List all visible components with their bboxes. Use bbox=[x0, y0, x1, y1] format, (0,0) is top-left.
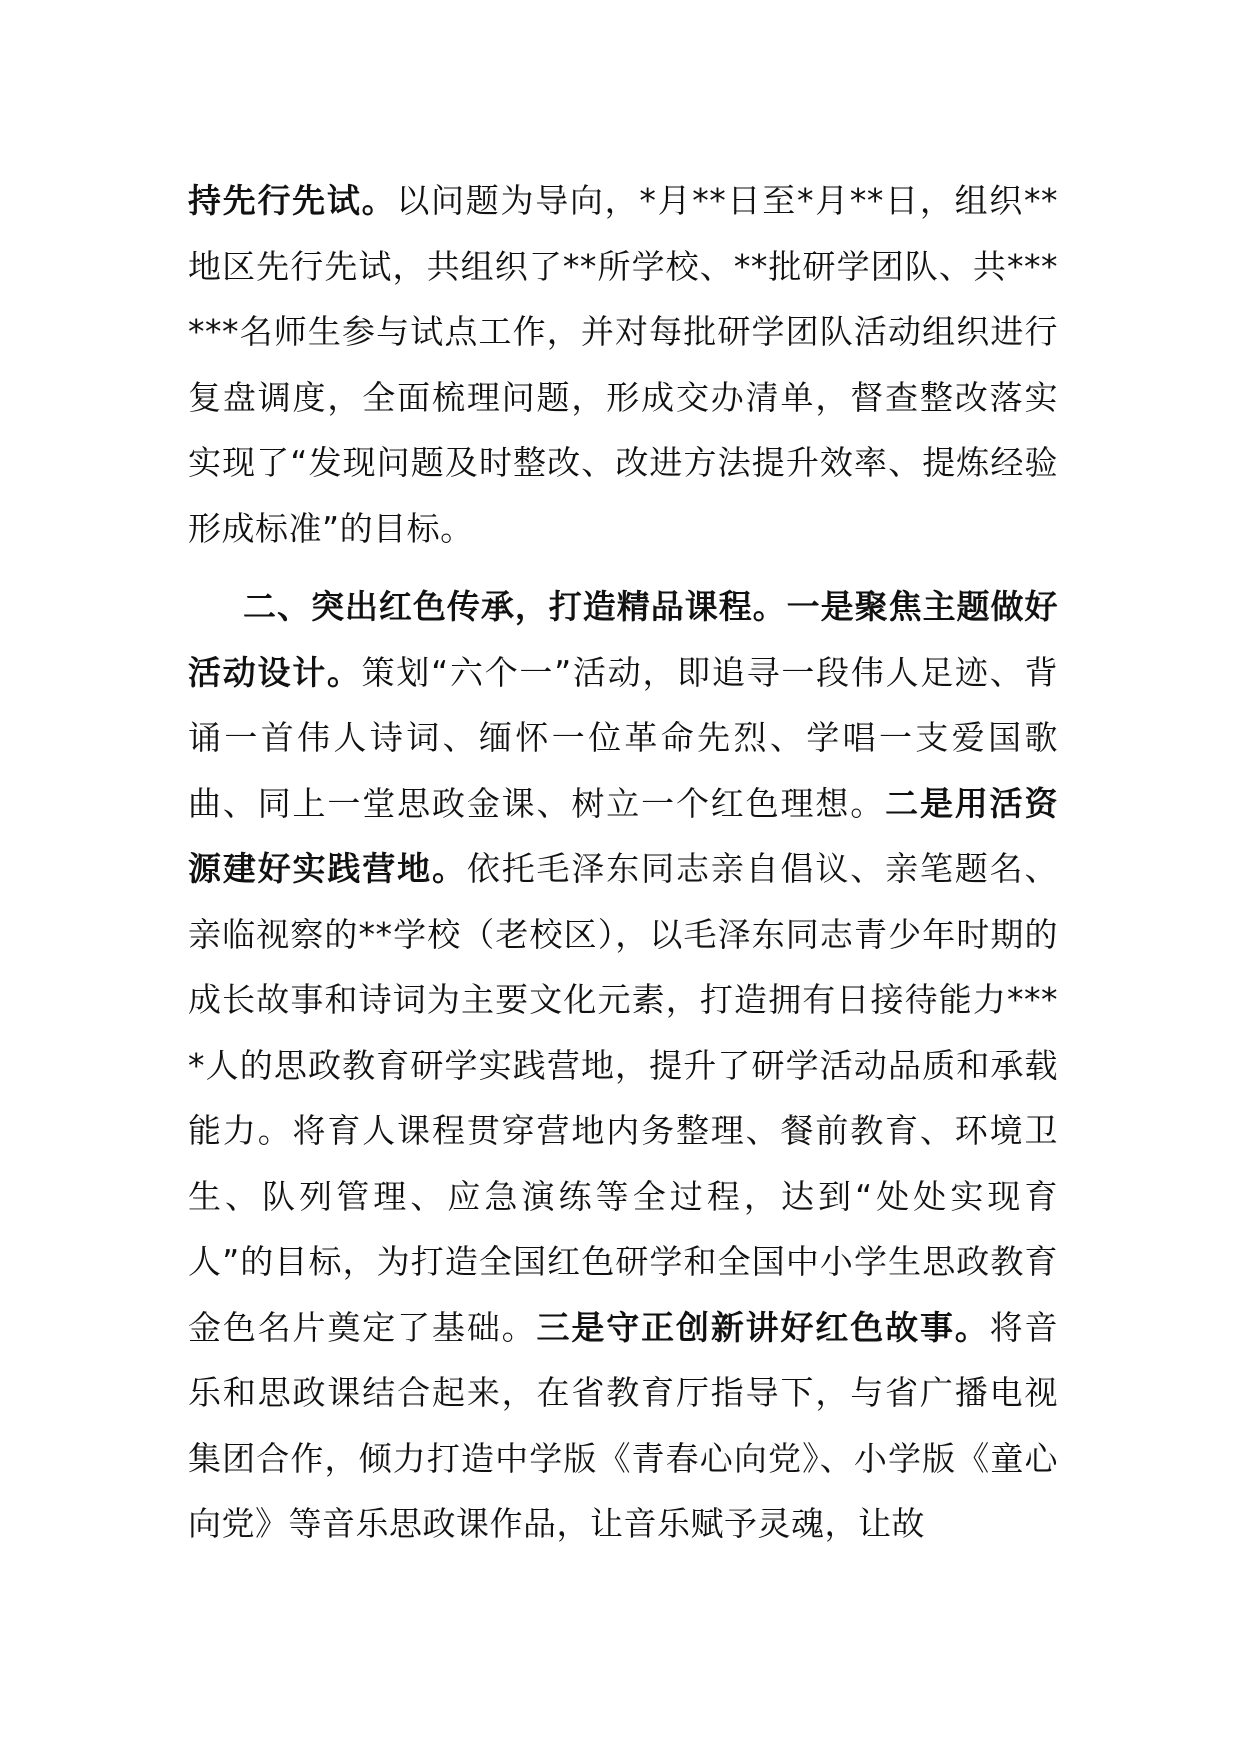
bold-subpoint-text: 二是用活资源建好实践营地。 bbox=[188, 783, 1059, 888]
body-text: 以问题为导向，*月**日至*月**日，组织**地区先行先试，共组织了**所学校、**批研学团队、共******名师生参与试点工作，并对每批研学团队活动组织进行复盘调度，全面梳理问题，形成交办清单，督查整改落实实现了“发现问题及时整改、改进方法提升效率、提炼经验形成标准”的目标。 bbox=[188, 181, 1059, 548]
bold-subpoint-text: 三是守正创新讲好红色故事。 bbox=[536, 1307, 990, 1347]
body-text: 策划“六个一”活动，即追寻一段伟人足迹、背诵一首伟人诗词、缅怀一位革命先烈、学唱一支爱国歌曲、同上一堂思政金课、树立一个红色理想。 bbox=[188, 652, 1059, 823]
section-heading-text: 二、突出红色传承，打造精品课程。一是聚焦主题做好活动设计。 bbox=[188, 587, 1058, 692]
paragraph-1 bbox=[188, 168, 1058, 561]
document-page bbox=[188, 168, 1058, 1557]
bold-lead-text: 持先行先试。 bbox=[188, 181, 397, 220]
body-text: 依托毛泽东同志亲自倡议、亲笔题名、亲临视察的**学校（老校区），以毛泽东同志青少年时期的成长故事和诗词为主要文化元素，打造拥有日接待能力****人的思政教育研学实践营地，提升了研学活动品质和承载能力。将育人课程贯穿营地内务整理、餐前教育、环境卫生、队列管理、应急演练等全过程，达到“处处实现育人”的目标，为打造全国红色研学和全国中小学生思政教育金色名片奠定了基础。 bbox=[188, 849, 1059, 1347]
body-text: 将音乐和思政课结合起来，在省教育厅指导下，与省广播电视集团合作，倾力打造中学版《青春心向党》、小学版《童心向党》等音乐思政课作品，让音乐赋予灵魂，让故 bbox=[188, 1307, 1059, 1543]
paragraph-2 bbox=[188, 574, 1058, 1557]
